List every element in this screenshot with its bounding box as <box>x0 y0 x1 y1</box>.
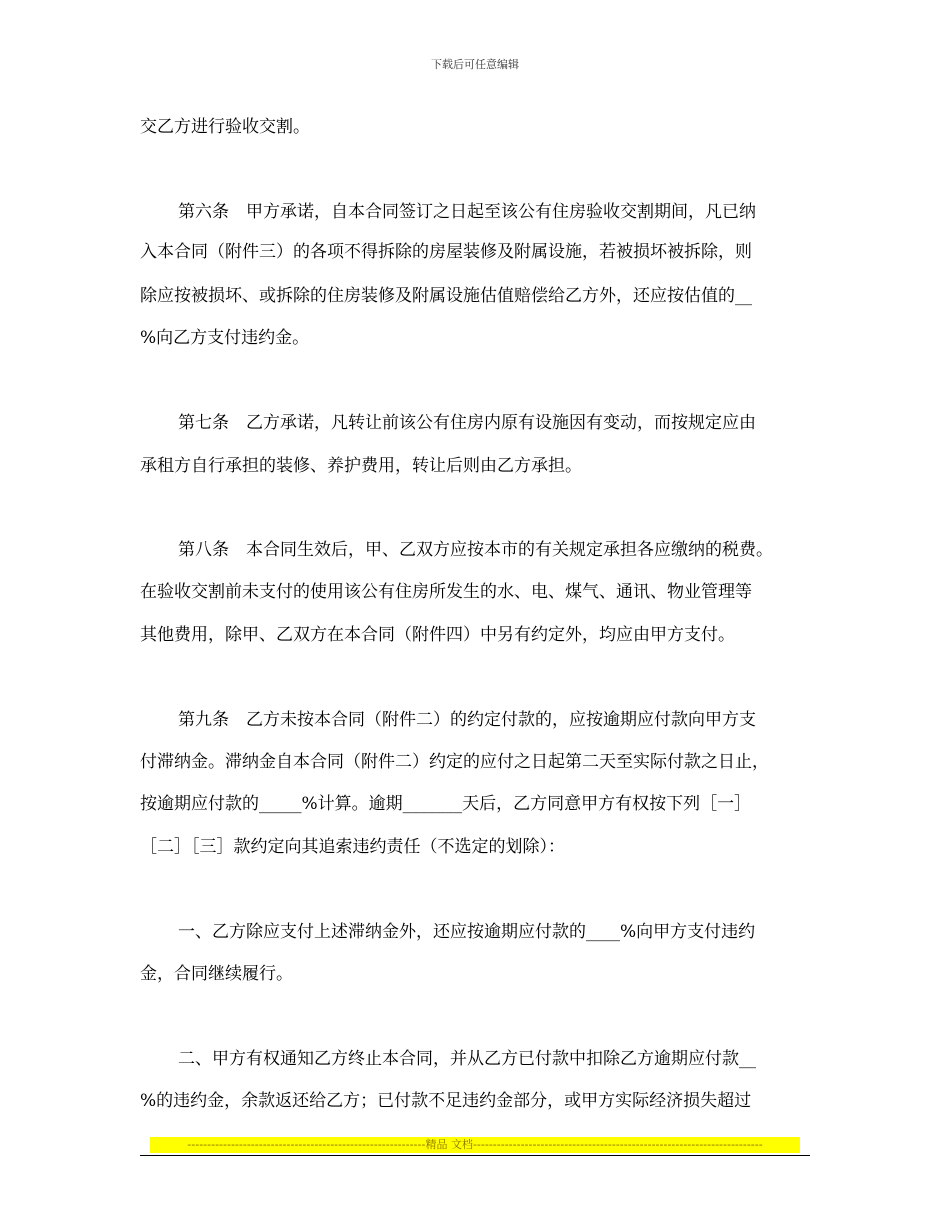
paragraph-line: %的违约金，余款返还给乙方；已付款不足违约金部分，或甲方实际经济损失超过 <box>140 1091 752 1111</box>
footer-watermark-bar: ------------------------------------------------------------精品 文档------------------------------------------------------------------------- <box>150 1137 800 1153</box>
paragraph-line: ［二］［三］款约定向其追索违约责任（不选定的划除）： <box>140 837 565 857</box>
paragraph-line: 其他费用，除甲、乙双方在本合同（附件四）中另有约定外，均应由甲方支付。 <box>140 625 735 645</box>
paragraph-line: 付滞纳金。滞纳金自本合同（附件二）约定的应付之日起第二天至实际付款之日止， <box>140 752 769 772</box>
paragraph-line: 第九条 乙方未按本合同（附件二）的约定付款的，应按逾期应付款向甲方支 <box>178 710 756 730</box>
page-header: 下载后可任意编辑 <box>431 58 519 71</box>
paragraph-line: 二、甲方有权通知乙方终止本合同，并从乙方已付款中扣除乙方逾期应付款__ <box>178 1049 756 1069</box>
paragraph-line: %向乙方支付违约金。 <box>140 328 310 348</box>
paragraph-line: 交乙方进行验收交割。 <box>140 117 310 137</box>
paragraph-line: 除应按被损坏、或拆除的住房装修及附属设施估值赔偿给乙方外，还应按估值的__ <box>140 286 752 306</box>
paragraph-line: 按逾期应付款的_____%计算。逾期_______天后，乙方同意甲方有权按下列［一］ <box>140 794 752 814</box>
paragraph-line: 第七条 乙方承诺，凡转让前该公有住房内原有设施因有变动，而按规定应由 <box>178 413 756 433</box>
paragraph-line: 一、乙方除应支付上述滞纳金外，还应按逾期应付款的____%向甲方支付违约 <box>178 922 756 942</box>
paragraph-line: 金，合同继续履行。 <box>140 964 293 984</box>
paragraph-line: 第八条 本合同生效后，甲、乙双方应按本市的有关规定承担各应缴纳的税费。 <box>178 540 773 560</box>
paragraph-line: 第六条 甲方承诺，自本合同签订之日起至该公有住房验收交割期间，凡已纳 <box>178 202 756 222</box>
paragraph-line: 入本合同（附件三）的各项不得拆除的房屋装修及附属设施，若被损坏被拆除，则 <box>140 242 752 262</box>
paragraph-line: 承租方自行承担的装修、养护费用，转让后则由乙方承担。 <box>140 456 582 476</box>
footer-divider <box>140 1155 810 1156</box>
paragraph-line: 在验收交割前未支付的使用该公有住房所发生的水、电、煤气、通讯、物业管理等 <box>140 582 752 602</box>
